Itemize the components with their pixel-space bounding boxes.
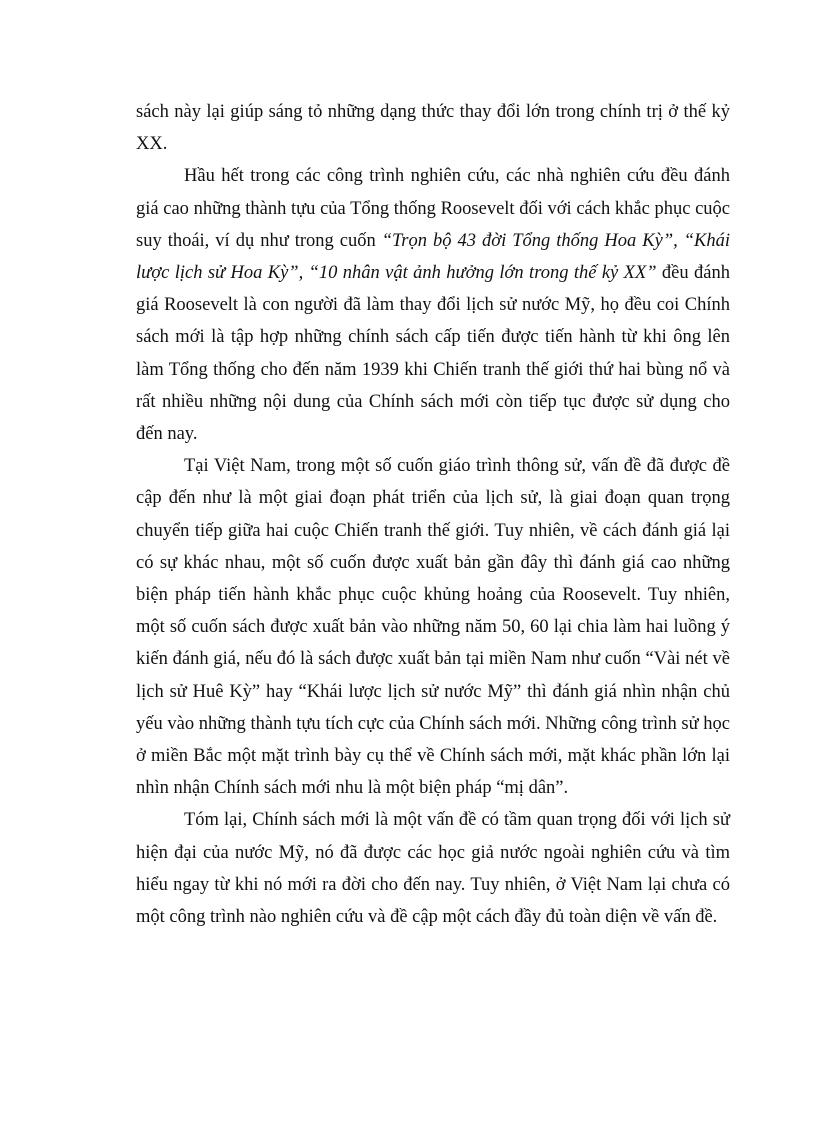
book-titles-italic: “Trọn bộ 43 đời Tổng thống Hoa Kỳ”, “Khái lược lịch sử Hoa Kỳ”, “10 nhân vật ảnh hưởng lớn trong thế kỷ XX”	[136, 230, 731, 284]
paragraph-1	[136, 96, 730, 160]
paragraph-2-text-a: Hầu hết trong các công trình nghiên cứu, các nhà nghiên cứu đều đánh giá cao những thành tựu của Tổng thống Roosevelt đối với cách khắc phục cuộc suy thoái, ví dụ như trong cuốn	[136, 166, 730, 251]
paragraph-4-text: Tóm lại, Chính sách mới là một vấn đề có tầm quan trọng đối với lịch sử hiện đại của nước Mỹ, nó đã được các học giả nước ngoài nghiên cứu và tìm hiểu ngay từ khi nó mới ra đời cho đến nay. Tuy nhiên, ở Việt Nam lại chưa có một công trình nào nghiên cứu và đề cập một cách đầy đủ toàn diện về vấn đề.	[136, 810, 730, 928]
paragraph-2-text-b: đều đánh giá Roosevelt là con người đã làm thay đổi lịch sử nước Mỹ, họ đều coi Chính sách mới là tập hợp những chính sách cấp tiến được tiến hành từ khi ông lên làm Tổng thống cho đến năm 1939 khi Chiến tranh thế giới thứ hai bùng nổ và rất nhiều những nội dung của Chính sách mới còn tiếp tục được sử dụng cho đến nay.	[136, 263, 730, 445]
paragraph-2	[136, 160, 730, 450]
body-text	[136, 96, 730, 933]
paragraph-1-text: sách này lại giúp sáng tỏ những dạng thức thay đổi lớn trong chính trị ở thế kỷ XX.	[136, 102, 730, 155]
paragraph-3	[136, 450, 730, 804]
paragraph-3-text: Tại Việt Nam, trong một số cuốn giáo trình thông sử, vấn đề đã được đề cập đến như là một giai đoạn phát triển của lịch sử, là giai đoạn quan trọng chuyển tiếp giữa hai cuộc Chiến tranh thế giới. Tuy nhiên, về cách đánh giá lại có sự khác nhau, một số cuốn được xuất bản gần đây thì đánh giá cao những biện pháp tiến hành khắc phục cuộc khủng hoảng của Roosevelt. Tuy nhiên, một số cuốn sách được xuất bản vào những năm 50, 60 lại chia làm hai luồng ý kiến đánh giá, nếu đó là sách được xuất bản tại miền Nam như cuốn “Vài nét về lịch sử Huê Kỳ” hay “Khái lược lịch sử nước Mỹ” thì đánh giá nhìn nhận chủ yếu vào những thành tựu tích cực của Chính sách mới. Những công trình sử học ở miền Bắc một mặt trình bày cụ thể về Chính sách mới, mặt khác phần lớn lại nhìn nhận Chính sách mới nhu là một biện pháp “mị dân”.	[136, 456, 730, 799]
paragraph-4	[136, 804, 730, 933]
